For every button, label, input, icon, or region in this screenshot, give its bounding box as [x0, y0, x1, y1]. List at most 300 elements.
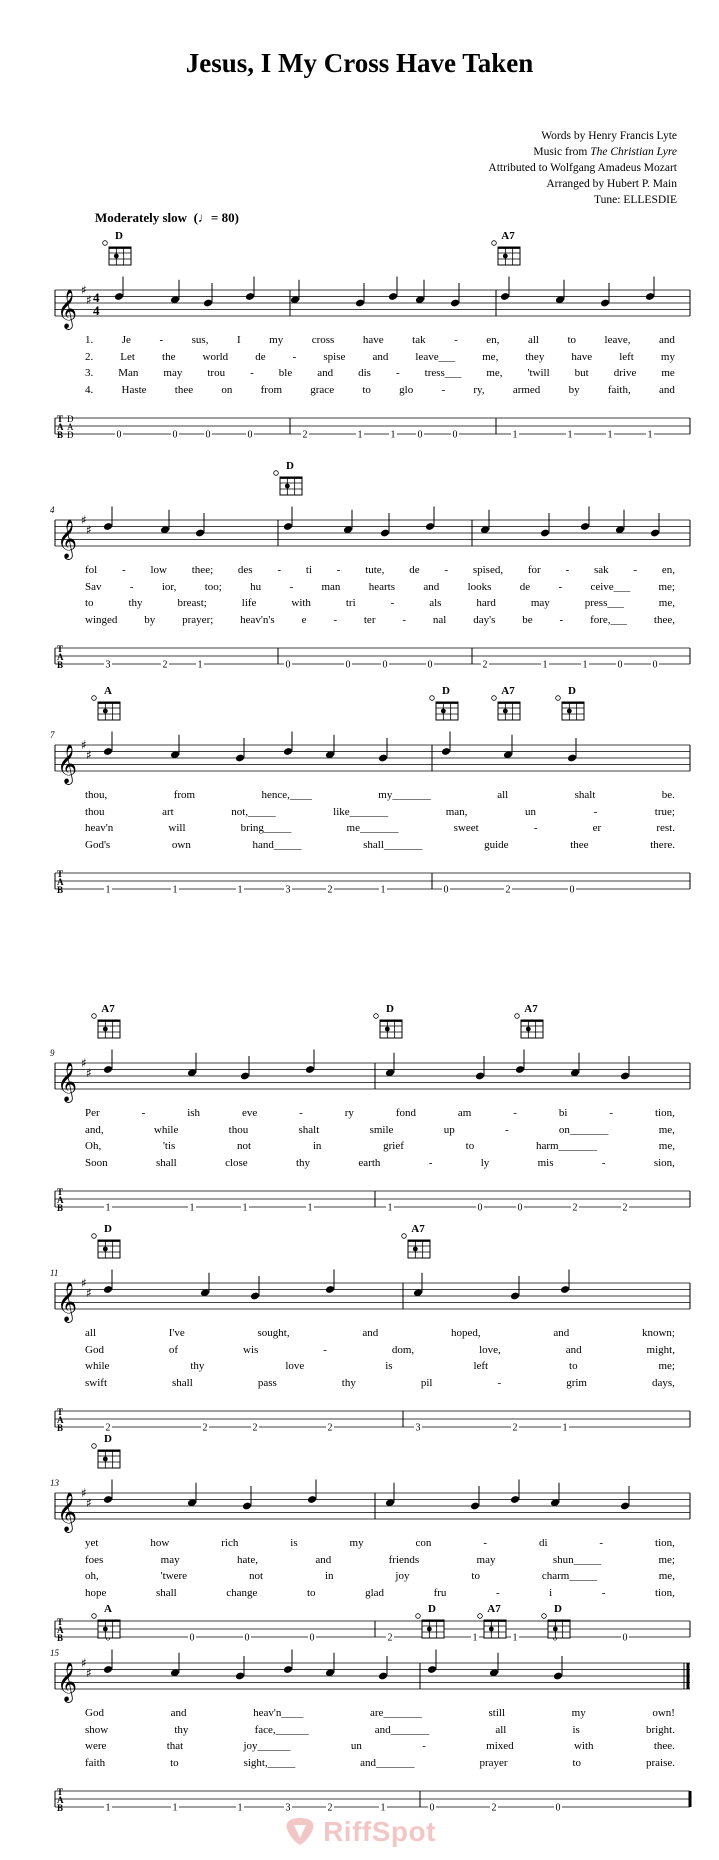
svg-text:0: 0 — [309, 1632, 315, 1644]
svg-text:1: 1 — [307, 1202, 313, 1214]
svg-text:2: 2 — [327, 884, 333, 896]
chord-diagram — [492, 696, 520, 720]
tab-label: T — [57, 414, 64, 424]
svg-text:♯: ♯ — [86, 1665, 92, 1680]
lyric-syllable: - — [601, 1586, 606, 1599]
lyric-syllable: de — [519, 580, 531, 593]
note — [343, 510, 353, 534]
lyric-syllable: foes — [85, 1553, 104, 1566]
note — [415, 280, 425, 304]
note — [378, 738, 388, 762]
lyric-syllable: looks — [467, 580, 492, 593]
lyric-syllable: on_______ — [558, 1123, 609, 1136]
svg-text:1: 1 — [582, 659, 588, 671]
verse-line-1 — [85, 564, 675, 576]
svg-text:♯: ♯ — [81, 283, 87, 297]
tab-fret — [541, 659, 549, 671]
tab-label: B — [57, 1423, 64, 1433]
lyric-syllable: while — [85, 1360, 110, 1372]
tab-fret — [511, 429, 519, 441]
note — [240, 1056, 250, 1080]
svg-text:4: 4 — [93, 303, 100, 318]
lyric-syllable: hoped, — [450, 1327, 481, 1339]
lyric-syllable: Per — [85, 1107, 100, 1119]
tab-tuning: A — [67, 422, 74, 432]
tab-label: A — [57, 1625, 64, 1635]
chord-diagram — [374, 1014, 402, 1038]
lyric-syllable: thy — [296, 1156, 311, 1169]
svg-text:♯: ♯ — [81, 1656, 87, 1670]
chord-diagram — [416, 1614, 444, 1638]
lyric-syllable: am — [457, 1107, 472, 1119]
note — [355, 283, 365, 307]
chord-name-1 — [115, 230, 123, 242]
note — [503, 735, 513, 759]
note — [413, 1273, 423, 1297]
note — [540, 513, 550, 537]
lyric-syllable: thy — [128, 597, 143, 609]
note — [307, 1480, 317, 1504]
lyric-syllable: 'twill — [527, 367, 550, 379]
lyric-syllable: thou, — [85, 789, 108, 801]
lyric-syllable: smile — [369, 1123, 394, 1136]
lyric-syllable: en, — [486, 334, 500, 346]
svg-text:0: 0 — [345, 659, 351, 671]
lyric-syllable: - — [599, 1537, 604, 1549]
lyric-syllable: 'twere — [160, 1570, 188, 1582]
lyric-syllable: charm_____ — [541, 1570, 597, 1582]
lyric-syllable: in — [324, 1570, 334, 1582]
music-staff — [55, 732, 690, 786]
lyric-syllable: tion, — [655, 1586, 675, 1599]
verse-line-4 — [85, 1377, 675, 1389]
lyric-syllable: 2. — [85, 350, 94, 363]
tab-label: B — [57, 1803, 64, 1813]
lyric-syllable: pil — [420, 1376, 433, 1389]
note — [325, 1270, 335, 1294]
lyric-syllable: - — [395, 367, 400, 379]
svg-text:0: 0 — [477, 1202, 483, 1214]
lyric-syllable: sweet — [453, 822, 479, 834]
verse-line-1 — [85, 789, 675, 801]
lyric-syllable: grim — [566, 1376, 587, 1389]
lyric-syllable: joy______ — [243, 1740, 291, 1752]
lyric-syllable: 4. — [85, 383, 94, 396]
svg-text:0: 0 — [427, 659, 433, 671]
tab-fret — [246, 429, 254, 441]
note — [567, 738, 577, 762]
svg-text:♯: ♯ — [86, 522, 92, 537]
lyric-syllable: true; — [654, 805, 675, 818]
lyric-syllable: thy — [174, 1723, 189, 1736]
tempo-text: Moderately slow — [95, 210, 188, 225]
tab-fret — [568, 884, 576, 896]
svg-text:1: 1 — [357, 429, 363, 441]
chord-diagram — [274, 471, 302, 495]
lyric-syllable: me, — [658, 1123, 675, 1136]
verse-line-3 — [85, 1570, 675, 1582]
tab-fret — [616, 659, 624, 671]
music-staff — [55, 277, 690, 331]
svg-text:1: 1 — [172, 884, 178, 896]
lyric-syllable: left — [473, 1360, 489, 1372]
tab-label: T — [57, 1617, 64, 1627]
tab-fret — [104, 659, 112, 671]
lyric-syllable: close — [225, 1156, 248, 1169]
svg-text:𝄞: 𝄞 — [57, 744, 78, 784]
note — [560, 1270, 570, 1294]
note — [103, 507, 113, 531]
tab-tuning: D — [67, 430, 74, 440]
svg-text:1: 1 — [567, 429, 573, 441]
lyric-syllable: and — [659, 334, 675, 346]
svg-text:0: 0 — [382, 659, 388, 671]
lyric-syllable: to — [471, 1570, 480, 1582]
lyric-syllable: - — [558, 580, 563, 593]
lyric-syllable: - — [533, 822, 538, 834]
svg-text:0: 0 — [517, 1202, 523, 1214]
tab-fret — [301, 429, 309, 441]
tab-fret — [504, 884, 512, 896]
tab-staff — [55, 414, 690, 441]
lyric-syllable: - — [497, 1376, 502, 1389]
chord-diagram — [430, 696, 458, 720]
lyric-syllable: trou — [207, 367, 226, 379]
note — [489, 1653, 499, 1677]
chord-diagram — [478, 1614, 506, 1638]
lyric-syllable: - — [277, 564, 282, 576]
lyric-syllable: - — [289, 580, 294, 593]
note — [242, 1486, 252, 1510]
lyric-syllable: mixed — [486, 1740, 514, 1752]
note — [570, 1053, 580, 1077]
lyric-syllable: mis — [537, 1156, 554, 1169]
lyric-syllable: grief — [383, 1140, 404, 1152]
lyric-syllable: sought, — [257, 1327, 290, 1339]
lyric-syllable: to — [170, 1756, 179, 1769]
note — [187, 1053, 197, 1077]
verse-line-1 — [85, 1707, 675, 1719]
chord-name-2 — [386, 1003, 394, 1015]
lyric-syllable: thou — [85, 805, 105, 818]
tab-fret — [196, 659, 204, 671]
tab-staff — [55, 644, 690, 671]
lyric-syllable: shalt — [298, 1123, 320, 1136]
chord-name-1 — [104, 1223, 112, 1235]
note — [427, 1650, 437, 1674]
tab-fret — [104, 1802, 112, 1814]
note — [378, 1656, 388, 1680]
svg-text:♯: ♯ — [86, 1065, 92, 1080]
lyric-syllable: God — [85, 1343, 104, 1356]
logo-text: RiffSpot — [323, 1816, 436, 1847]
svg-text:0: 0 — [652, 659, 658, 671]
lyric-syllable: Je — [121, 334, 131, 346]
note — [580, 507, 590, 531]
lyric-syllable: - — [299, 1107, 303, 1119]
lyric-syllable: that — [166, 1740, 184, 1752]
note — [450, 283, 460, 307]
lyric-syllable: me; — [658, 1360, 675, 1372]
lyric-syllable: spise — [323, 350, 346, 363]
lyric-syllable: thou — [228, 1123, 249, 1136]
lyric-syllable: not,_____ — [231, 805, 276, 818]
system-number: 11 — [50, 1268, 59, 1278]
chord-diagram — [92, 1014, 120, 1038]
verse-line-1 — [85, 334, 675, 346]
lyric-syllable: heav'n's — [240, 613, 275, 626]
lyric-syllable: own! — [652, 1707, 675, 1719]
lyric-syllable: me, — [658, 597, 675, 609]
lyric-syllable: prayer; — [182, 613, 214, 626]
note — [305, 1050, 315, 1074]
svg-text:A7: A7 — [524, 1003, 538, 1015]
tab-staff — [55, 1187, 690, 1214]
svg-text:1: 1 — [242, 1202, 248, 1214]
svg-text:D: D — [286, 460, 294, 472]
lyric-syllable: - — [559, 613, 564, 626]
svg-text:♯: ♯ — [86, 747, 92, 762]
song-title: Jesus, I My Cross Have Taken — [185, 48, 534, 78]
tab-label: T — [57, 1787, 64, 1797]
svg-text:D: D — [568, 685, 576, 697]
lyric-syllable: - — [250, 367, 254, 379]
note — [470, 1486, 480, 1510]
music-staff — [55, 1480, 690, 1534]
lyric-syllable: press___ — [584, 597, 624, 609]
svg-text:D: D — [554, 1603, 562, 1615]
lyric-syllable: tion, — [655, 1537, 675, 1549]
chord-name-3 — [501, 685, 515, 697]
chord-diagram — [92, 696, 120, 720]
note — [385, 1053, 395, 1077]
lyric-syllable: harm_______ — [535, 1140, 598, 1152]
verse-line-2 — [85, 1554, 675, 1566]
tab-label: B — [57, 885, 64, 895]
verse-line-3 — [85, 367, 675, 379]
svg-text:0: 0 — [417, 429, 423, 441]
svg-text:A7: A7 — [487, 1603, 501, 1615]
lyric-syllable: my — [349, 1537, 364, 1549]
lyric-syllable: glad — [365, 1586, 385, 1599]
lyric-syllable: thee — [570, 838, 589, 851]
svg-text:2: 2 — [622, 1202, 628, 1214]
lyric-syllable: ish — [187, 1107, 201, 1119]
lyric-syllable: to — [85, 597, 94, 609]
tab-fret — [236, 884, 244, 896]
lyric-syllable: tress___ — [424, 367, 462, 379]
lyric-syllable: God — [85, 1707, 104, 1719]
lyric-syllable: spised, — [472, 564, 504, 576]
attribution-credit: Attributed to Wolfgang Amadeus Mozart — [488, 162, 677, 174]
lyric-syllable: and, — [85, 1123, 104, 1136]
verse-line-1 — [85, 1537, 675, 1549]
tab-fret — [379, 884, 387, 896]
lyric-syllable: shall — [155, 1156, 177, 1169]
lyric-syllable: to — [306, 1586, 316, 1599]
lyric-syllable: might, — [646, 1343, 675, 1356]
lyric-syllable: me, — [658, 1140, 675, 1152]
svg-text:D: D — [442, 685, 450, 697]
verse-line-3 — [85, 822, 675, 834]
tab-fret — [646, 429, 654, 441]
verse-line-2 — [85, 581, 675, 593]
lyric-syllable: Haste — [121, 383, 147, 396]
lyric-syllable: hence,____ — [261, 789, 312, 801]
lyric-syllable: winged — [85, 613, 118, 626]
note — [235, 738, 245, 762]
tab-staff — [55, 869, 690, 896]
note — [103, 1650, 113, 1674]
lyric-syllable: known; — [641, 1327, 675, 1339]
note — [160, 510, 170, 534]
lyric-syllable: - — [565, 564, 570, 576]
lyric-syllable: me; — [658, 1553, 675, 1566]
note — [380, 513, 390, 537]
lyric-syllable: is — [290, 1537, 298, 1549]
lyric-syllable: and — [170, 1707, 187, 1719]
lyric-syllable: me, — [658, 1570, 675, 1582]
lyric-syllable: fond — [395, 1107, 416, 1119]
lyric-syllable: nal — [432, 613, 447, 626]
music-prefix: Music from — [533, 146, 591, 158]
lyric-syllable: my — [660, 350, 675, 363]
lyric-syllable: is — [385, 1360, 393, 1372]
svg-text:0: 0 — [205, 429, 211, 441]
lyric-syllable: are_______ — [369, 1707, 422, 1719]
lyric-syllable: on — [221, 383, 233, 396]
lyric-syllable: tion, — [654, 1107, 675, 1119]
note — [515, 1050, 525, 1074]
lyric-syllable: hope — [85, 1586, 107, 1599]
lyric-syllable: and — [658, 383, 675, 396]
lyric-syllable: own — [171, 838, 191, 851]
svg-text:2: 2 — [572, 1202, 578, 1214]
chord-name-2 — [442, 685, 450, 697]
tab-label: B — [57, 1633, 64, 1643]
tab-fret — [236, 1802, 244, 1814]
svg-text:♯: ♯ — [81, 1486, 87, 1500]
chord-name-1 — [104, 1433, 112, 1445]
tab-fret — [171, 429, 179, 441]
tune-name: Tune: ELLESDIE — [594, 194, 677, 206]
lyric-syllable: - — [402, 613, 407, 626]
lyric-syllable: thee — [174, 383, 194, 396]
lyric-syllable: left — [619, 350, 634, 363]
svg-text:3: 3 — [285, 884, 291, 896]
svg-text:0: 0 — [285, 659, 291, 671]
tab-fret — [490, 1802, 498, 1814]
svg-text:1: 1 — [380, 1802, 386, 1814]
note — [283, 1650, 293, 1674]
lyric-syllable: world — [202, 350, 229, 363]
lyric-syllable: all — [495, 1723, 507, 1736]
chord-name-3 — [524, 1003, 538, 1015]
lyric-syllable: and_______ — [360, 1756, 415, 1769]
svg-text:D: D — [115, 230, 123, 242]
lyric-syllable: Man — [118, 367, 139, 379]
system-2 — [0, 455, 719, 671]
svg-text:𝄞: 𝄞 — [57, 1062, 78, 1102]
chord-diagram — [402, 1234, 430, 1258]
lyric-syllable: faith, — [607, 383, 631, 396]
tab-fret — [344, 659, 352, 671]
tab-fret — [476, 1202, 484, 1214]
lyric-syllable: - — [454, 334, 458, 346]
lyric-syllable: I've — [168, 1327, 185, 1339]
lyric-syllable: up — [443, 1123, 455, 1136]
lyric-syllable: - — [323, 1343, 327, 1356]
tab-fret — [115, 429, 123, 441]
lyric-syllable: e — [301, 613, 307, 626]
tab-fret — [566, 429, 574, 441]
chord-name-1 — [104, 685, 112, 697]
lyric-syllable: - — [333, 613, 337, 626]
lyric-syllable: pass — [257, 1376, 277, 1389]
tab-fret — [386, 1202, 394, 1214]
lyric-syllable: cross — [311, 334, 335, 346]
tab-fret — [306, 1202, 314, 1214]
svg-text:2: 2 — [482, 659, 488, 671]
chord-name-1 — [286, 460, 294, 472]
lyric-syllable: were — [85, 1740, 107, 1752]
lyric-syllable: - — [422, 1740, 426, 1752]
chord-name-1 — [101, 1003, 115, 1015]
svg-text:1: 1 — [390, 429, 396, 441]
chord-name-4 — [568, 685, 576, 697]
lyric-syllable: bright. — [645, 1723, 675, 1736]
lyric-syllable: thy — [190, 1360, 205, 1372]
lyric-syllable: for — [527, 564, 541, 576]
svg-text:0: 0 — [189, 1632, 195, 1644]
note — [195, 513, 205, 537]
verse-line-2 — [85, 351, 675, 363]
lyric-syllable: grace — [310, 383, 335, 396]
svg-text:2: 2 — [202, 1422, 208, 1434]
svg-text:2: 2 — [327, 1422, 333, 1434]
svg-text:3: 3 — [105, 659, 111, 671]
lyric-syllable: may — [160, 1553, 180, 1566]
note — [600, 283, 610, 307]
chord-diagram — [556, 696, 584, 720]
tab-fret — [516, 1202, 524, 1214]
verse-line-2 — [85, 1344, 675, 1356]
svg-text:1: 1 — [105, 884, 111, 896]
tab-label: A — [57, 1195, 64, 1205]
system-number: 15 — [50, 1648, 59, 1658]
note — [441, 732, 451, 756]
lyric-syllable: hard — [476, 597, 496, 609]
lyric-syllable: is — [572, 1723, 580, 1736]
music-credit — [488, 144, 677, 160]
svg-text:2: 2 — [162, 659, 168, 671]
lyric-syllable: guide — [484, 838, 509, 851]
lyric-syllable: be. — [661, 789, 675, 801]
note — [103, 732, 113, 756]
lyric-syllable: faith — [85, 1756, 106, 1769]
note — [510, 1480, 520, 1504]
lyric-syllable: - — [593, 805, 598, 818]
lyric-syllable: but — [574, 367, 589, 379]
tab-fret — [381, 659, 389, 671]
tab-fret — [621, 1202, 629, 1214]
lyric-syllable: and — [317, 367, 334, 379]
lyric-syllable: from — [260, 383, 283, 396]
svg-text:4: 4 — [93, 290, 100, 305]
tab-label: B — [57, 1203, 64, 1213]
note — [650, 513, 660, 537]
tab-fret — [241, 1202, 249, 1214]
